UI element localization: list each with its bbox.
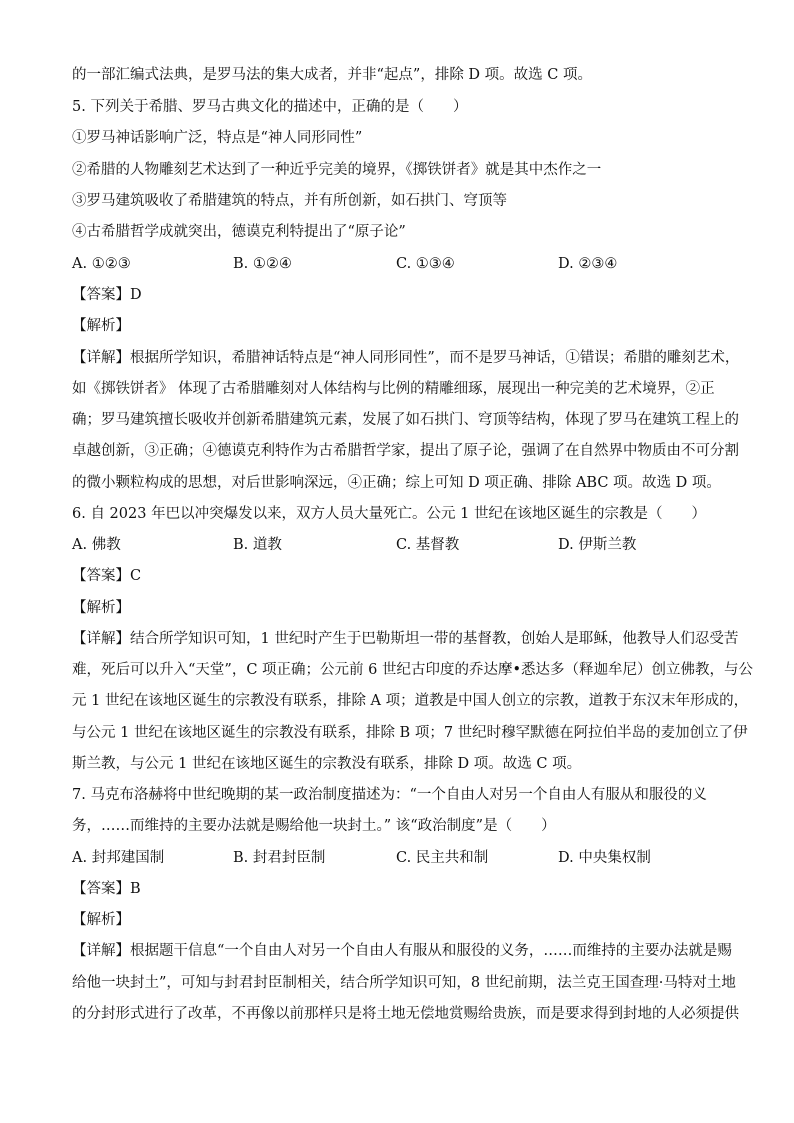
answer-label: 【答案】B [72, 881, 141, 897]
q5-option-b: B. ①②④ [233, 256, 292, 272]
explanation-line: 斯兰教，与公元 1 世纪在该地区诞生的宗教没有联系，排除 D 项。故选 C 项。 [72, 756, 582, 772]
explanation-line: 元 1 世纪在该地区诞生的宗教没有联系，排除 A 项；道教是中国人创立的宗教，道教于东汉末年形成的， [72, 693, 749, 709]
answer-label: 【答案】C [72, 568, 142, 584]
question-6-stem: 6. 自 2023 年巴以冲突爆发以来，双方人员大量死亡。公元 1 世纪在该地区诞生的宗教是（ ） [72, 506, 707, 522]
q6-option-a: A. 佛教 [72, 537, 121, 553]
question-5-stem: 5. 下列关于希腊、罗马古典文化的描述中，正确的是（ ） [72, 99, 468, 115]
explanation-line: 给他一块封土”，可知与封君封臣制相关，结合所学知识可知，8 世纪前期，法兰克王国查理·马特对土地 [72, 975, 736, 991]
q7-option-c: C. 民主共和制 [396, 850, 489, 866]
statement-3: ③罗马建筑吸收了希腊建筑的特点，并有所创新，如石拱门、穹顶等 [72, 193, 507, 209]
q7-option-b: B. 封君封臣制 [233, 850, 326, 866]
analysis-label: 【解析】 [72, 912, 130, 928]
statement-2: ②希腊的人物雕刻艺术达到了一种近乎完美的境界，《掷铁饼者》就是其中杰作之一 [72, 162, 602, 178]
q5-option-c: C. ①③④ [396, 256, 455, 272]
q7-option-d: D. 中央集权制 [558, 850, 651, 866]
explanation-line: 【详解】根据所学知识，希腊神话特点是“神人同形同性”，而不是罗马神话，①错误；希腊的雕刻艺术， [72, 350, 740, 366]
q5-option-d: D. ②③④ [558, 256, 618, 272]
explanation-line: 与公元 1 世纪在该地区诞生的宗教没有联系，排除 B 项；7 世纪时穆罕默德在阿拉伯半岛的麦加创立了伊 [72, 725, 748, 741]
explanation-line: 的分封形式进行了改革，不再像以前那样只是将土地无偿地赏赐给贵族，而是要求得到封地的人必须提供 [72, 1006, 739, 1022]
q6-option-c: C. 基督教 [396, 537, 460, 553]
q7-option-a: A. 封邦建国制 [72, 850, 165, 866]
statement-4: ④古希腊哲学成就突出，德谟克利特提出了“原子论” [72, 224, 406, 240]
explanation-line: 难，死后可以升入“天堂”，C 项正确；公元前 6 世纪古印度的乔达摩•悉达多（释迦牟尼）创立佛教，与公 [72, 662, 754, 678]
explanation-line: 卓越创新，③正确；④德谟克利特作为古希腊哲学家，提出了原子论，强调了在自然界中物质由不可分割 [72, 443, 739, 459]
explanation-line: 的微小颗粒构成的思想，对后世影响深远，④正确；综上可知 D 项正确、排除 ABC 项。故选 D 项。 [72, 475, 721, 491]
q6-option-b: B. 道教 [233, 537, 282, 553]
analysis-label: 【解析】 [72, 318, 130, 334]
analysis-label: 【解析】 [72, 600, 130, 616]
q5-option-a: A. ①②③ [72, 256, 131, 272]
q6-option-d: D. 伊斯兰教 [558, 537, 637, 553]
explanation-line: 【详解】根据题干信息“一个自由人对另一个自由人有服从和服役的义务，……而维持的主要办法就是赐 [72, 943, 732, 959]
answer-label: 【答案】D [72, 287, 142, 303]
explanation-line: 【详解】结合所学知识可知，1 世纪时产生于巴勒斯坦一带的基督教，创始人是耶稣，他教导人们忍受苦 [72, 631, 739, 647]
explanation-line: 确；罗马建筑擅长吸收并创新希腊建筑元素，发展了如石拱门、穹顶等结构，体现了罗马在建筑工程上的 [72, 412, 739, 428]
text-line: 的一部汇编式法典，是罗马法的集大成者，并非“起点”，排除 D 项。故选 C 项。 [72, 67, 592, 83]
question-7-stem: 7. 马克布洛赫将中世纪晚期的某一政治制度描述为：“一个自由人对另一个自由人有服从和服役的义 [72, 787, 707, 803]
statement-1: ①罗马神话影响广泛，特点是“神人同形同性” [72, 130, 363, 146]
explanation-line: 如《掷铁饼者》 体现了古希腊雕刻对人体结构与比例的精雕细琢，展现出一种完美的艺术境界，②正 [72, 381, 715, 397]
question-7-stem: 务，……而维持的主要办法就是赐给他一块封土。” 该“政治制度”是（ ） [72, 818, 556, 834]
